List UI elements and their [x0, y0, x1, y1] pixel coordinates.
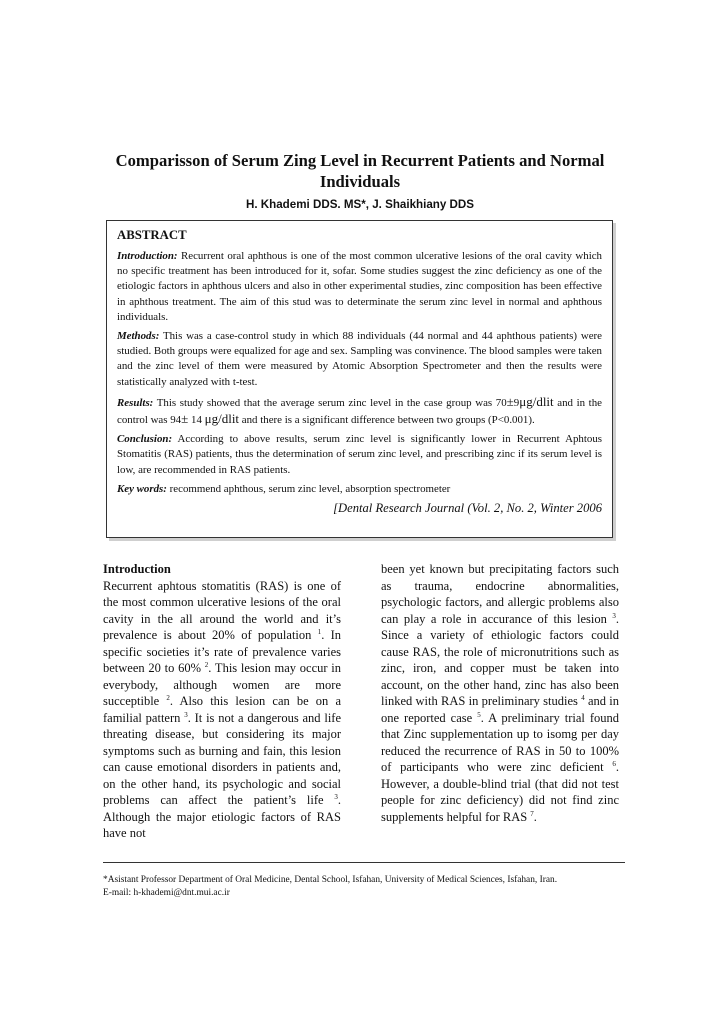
- journal-citation: [Dental Research Journal (Vol. 2, No. 2, Winter 2006: [333, 501, 602, 516]
- text-segment: Recurrent aphtous stomatitis (RAS) is one of the most common ulcerative lesions of the oral cavity in the all around the world and it’s prevalence is about 20% of population: [103, 578, 341, 642]
- results-val-1: 9: [513, 396, 520, 409]
- paper-title: Comparisson of Serum Zing Level in Recurrent Patients and Normal Individuals: [115, 151, 605, 191]
- text-segment: . A preliminary trial found that Zinc supplementation up to isomg per day reduced the recurrence of RAS in 50 to 100% of participants who were zinc deficient: [381, 710, 620, 774]
- abstract-keywords: [117, 482, 602, 497]
- text-segment: . Since a variety of ethiologic factors could cause RAS, the role of micronutritions such as zinc, iron, and copper must be taken into account, on the other hand, zinc has also been linked with RAS in preliminary studies: [381, 611, 620, 708]
- reference-marker: 7: [530, 809, 534, 818]
- results-pm-1: ±: [506, 393, 514, 409]
- introduction-text: Recurrent oral aphthous is one of the most common ulcerative lesions of the oral cavity which no specific treatment has been introduced for it, sofar. Some studies suggest the zinc deficiency as one of the etiologic factors in aphthous ulcers and also in other experimental studies, zinc composition has been effective in aphthous treatment. The aim of this stud was to determinate the serum zinc level in normal and aphthous individuals.: [117, 250, 602, 323]
- conclusion-label: Conclusion:: [117, 433, 173, 446]
- abstract-conclusion: [117, 432, 602, 478]
- results-unit-1: μg/dlit: [519, 393, 554, 409]
- text-segment: . Also this lesion can be on a familial pattern: [103, 694, 341, 725]
- reference-marker: 3: [184, 710, 188, 719]
- reference-marker: 2: [204, 660, 209, 669]
- continuation-paragraph: [381, 561, 619, 825]
- left-column: [103, 561, 341, 842]
- text-segment: . It is not a dangerous and life threating disease, but considering its major symptoms such as burning and fain, this lesion can cause emotional disorders in patients and, on the other hand, its psychologic and social problems can affect the patient’s life: [103, 710, 342, 807]
- reference-marker: 2: [166, 693, 170, 702]
- author-line: H. Khademi DDS. MS*, J. Shaikhiany DDS: [245, 198, 475, 211]
- text-segment: .: [533, 809, 537, 824]
- keywords-text: recommend aphthous, serum zinc level, absorption spectrometer: [169, 482, 451, 495]
- text-segment: and in one reported case: [381, 694, 620, 725]
- results-text-3: and there is a significant difference between two groups (P<0.001).: [241, 414, 535, 427]
- results-label: Results:: [117, 396, 154, 409]
- abstract-introduction: [117, 249, 602, 325]
- methods-label: Methods:: [117, 330, 160, 343]
- introduction-heading: Introduction: [103, 562, 171, 576]
- abstract-box: [106, 220, 613, 538]
- right-column: [381, 561, 619, 825]
- footnote-divider: [103, 862, 625, 863]
- reference-marker: 1: [317, 627, 322, 636]
- abstract-results: [117, 394, 602, 428]
- introduction-paragraph: [103, 578, 341, 842]
- results-text-2: and in the control was 94: [117, 396, 602, 427]
- reference-marker: 5: [477, 710, 481, 719]
- text-segment: been yet known but precipitating factors such as trauma, endocrine abnormalities, psychologic factors, and allergic problems also can play a role in accurance of this lesion: [381, 562, 619, 626]
- footnote: [103, 874, 625, 900]
- keywords-label: Key words:: [117, 482, 167, 495]
- introduction-label: Introduction:: [117, 250, 178, 262]
- affiliation-footnote: *Asistant Professor Department of Oral Medicine, Dental School, Isfahan, University of Medical Sciences, Isfahan, Iran.: [103, 875, 558, 885]
- text-segment: . This lesion may occur in everybody, although women are more succeptible: [103, 661, 342, 708]
- abstract-methods: [117, 329, 602, 390]
- reference-marker: 3: [334, 792, 338, 801]
- text-segment: . In specific societies it’s rate of prevalence varies between 20 to 60%: [103, 628, 341, 675]
- reference-marker: 6: [612, 759, 616, 768]
- text-segment: . However, a double-blind trial (that did not test people for zinc deficiency) did not find zinc supplements helpful for RAS: [381, 760, 619, 824]
- reference-marker: 4: [581, 693, 585, 702]
- results-text-1: This study showed that the average serum zinc level in the case group was 70: [156, 396, 507, 409]
- results-pm-2: ±: [181, 411, 189, 427]
- methods-text: This was a case-control study in which 88 individuals (44 normal and 44 aphthous patients) were studied. Both groups were equalized for age and sex. Sampling was convinence. The blood samples were taken and the zinc level of them were measured by Atomic Absorption Spectrometer and then the results were statistically analyzed with t-test.: [117, 330, 602, 388]
- results-unit-2: μg/dlit: [204, 411, 240, 427]
- results-val-2: 14: [191, 414, 202, 427]
- reference-marker: 3: [612, 611, 616, 620]
- text-segment: . Although the major etiologic factors of RAS have not: [103, 793, 341, 840]
- abstract-heading: ABSTRACT: [117, 228, 187, 242]
- email-footnote: E-mail: h-khademi@dnt.mui.ac.ir: [103, 888, 230, 899]
- conclusion-text: According to above results, serum zinc level is significantly lower in Recurrent Aphtous Stomatitis (RAS) patients, thus the determination of serum zinc level, and prescribing zinc if its serum level is low, are recommended in RAS patients.: [117, 433, 603, 476]
